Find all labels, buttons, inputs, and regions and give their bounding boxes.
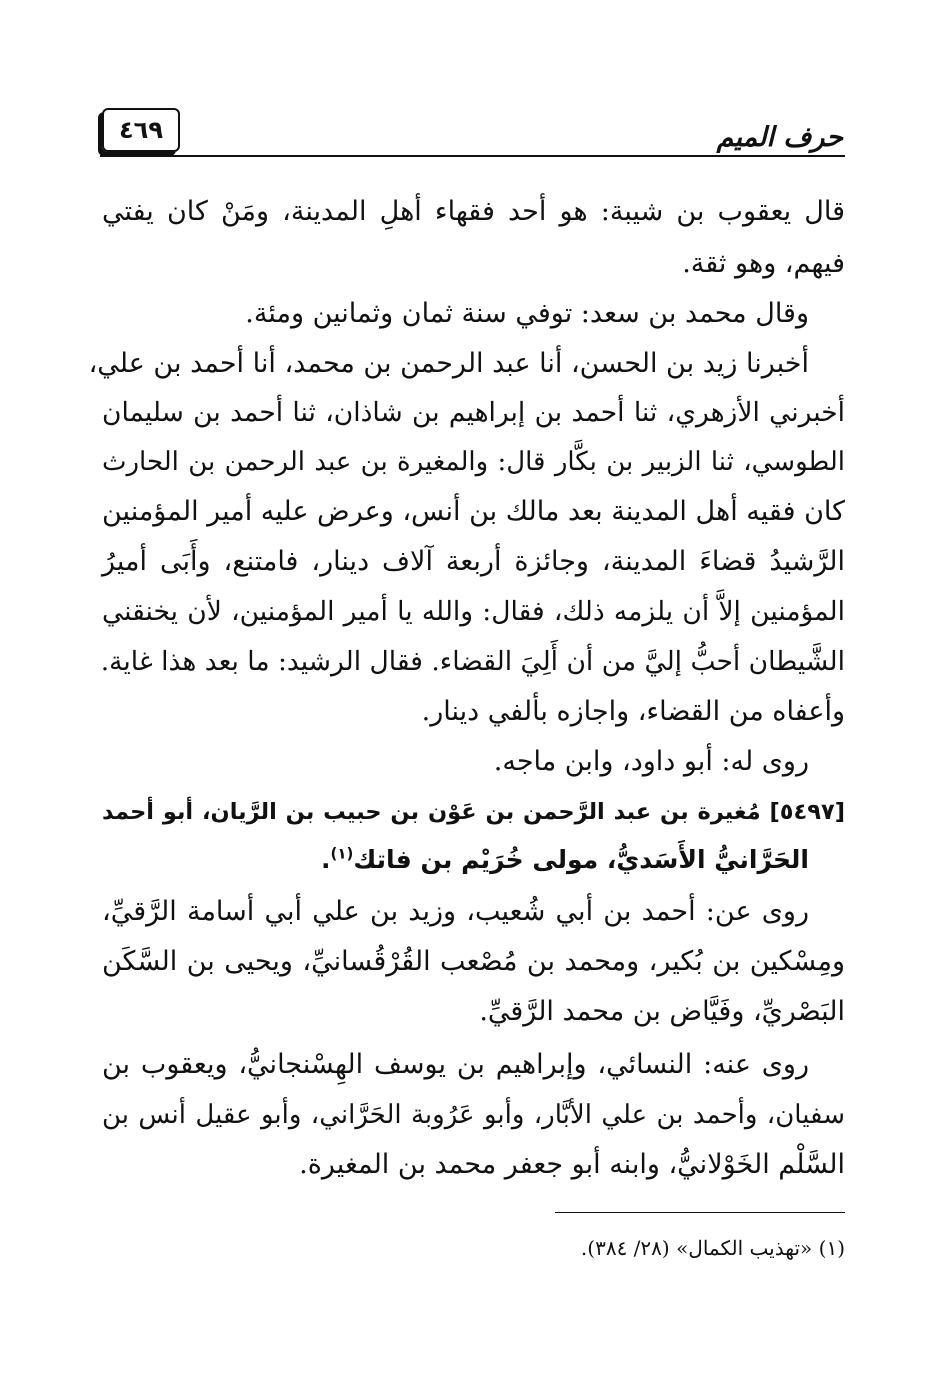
- entry-heading-text: الحَرَّانيُّ الأَسَديُّ، مولى خُرَيْم بن فاتك: [353, 845, 809, 874]
- text-line: الرَّشيدُ قضاءَ المدينة، وجائزة أربعة آلاف دينار، فامتنع، وأَبَى أميرُ: [102, 546, 845, 577]
- text-line: وقال محمد بن سعد: توفي سنة ثمان وثمانين ومئة.: [245, 298, 809, 329]
- footnote-ref: (١): [330, 844, 354, 863]
- text-line: فيهم، وهو ثقة.: [682, 248, 845, 279]
- chapter-title: حرف الميم: [716, 122, 843, 153]
- entry-heading: [٥٤٩٧] مُغيرة بن عبد الرَّحمن بن عَوْن بن حبيب بن الرَّيان، أبو أحمد: [102, 799, 845, 825]
- footnote-rule: [555, 1212, 845, 1213]
- text-line: ومِسْكين بن بُكير، ومحمد بن مُصْعب القُرْقُسانيِّ، ويحيى بن السَّكَن: [102, 946, 845, 977]
- page-header: [100, 100, 845, 158]
- text-line: كان فقيه أهل المدينة بعد مالك بن أنس، وعرض عليه أمير المؤمنين: [102, 496, 845, 527]
- text-line: السَّلْم الخَوْلانيُّ، وابنه أبو جعفر محمد بن المغيرة.: [299, 1149, 845, 1180]
- text-line: المؤمنين إلاَّ أن يلزمه ذلك، فقال: والله يا أمير المؤمنين، لأن يخنقني: [102, 596, 845, 627]
- text-line: أخبرنا زيد بن الحسن، أنا عبد الرحمن بن محمد، أنا أحمد بن علي،: [88, 348, 809, 379]
- header-rule: [100, 155, 845, 157]
- entry-heading-cont: [321, 838, 809, 882]
- text-line: وأعفاه من القضاء، واجازه بألفي دينار.: [421, 696, 845, 727]
- text-line: الشَّيطان أحبُّ إليَّ من أن أَلِيَ القضاء. فقال الرشيد: ما بعد هذا غاية.: [100, 646, 845, 677]
- text-line: أخبرني الأزهري، ثنا أحمد بن إبراهيم بن شاذان، ثنا أحمد بن سليمان: [102, 397, 845, 428]
- text-line: روى له: أبو داود، وابن ماجه.: [493, 746, 809, 777]
- page-number: ٤٦٩: [102, 108, 180, 152]
- footnote: (١) «تهذيب الكمال» (٢٨/ ٣٨٤).: [580, 1236, 845, 1260]
- entry-heading-end: .: [321, 845, 331, 874]
- text-line: روى عنه: النسائي، وإبراهيم بن يوسف الهِسْنجانيُّ، ويعقوب بن: [102, 1049, 809, 1080]
- text-line: البَصْريِّ، وفَيَّاض بن محمد الرَّقيِّ.: [479, 996, 845, 1027]
- text-line: روى عن: أحمد بن أبي شُعيب، وزيد بن علي أبي أسامة الرَّقيِّ،: [102, 896, 809, 927]
- text-line: سفيان، وأحمد بن علي الأبَّار، وأبو عَرُوبة الحَرَّاني، وأبو عقيل أنس بن: [102, 1100, 845, 1130]
- text-line: الطوسي، ثنا الزبير بن بكَّار قال: والمغيرة بن عبد الرحمن بن الحارث: [102, 447, 845, 477]
- text-line: قال يعقوب بن شيبة: هو أحد فقهاء أهلِ المدينة، ومَنْ كان يفتي: [102, 196, 845, 227]
